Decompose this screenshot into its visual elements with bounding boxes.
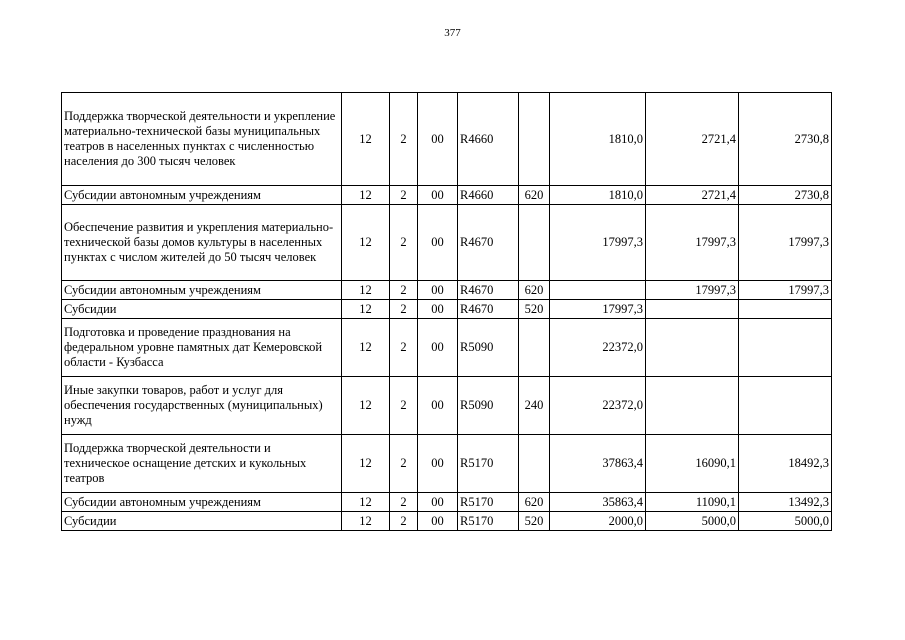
row-value-2: 2721,4 <box>646 186 739 205</box>
row-value-3: 18492,3 <box>739 435 832 493</box>
row-value-1: 1810,0 <box>550 186 646 205</box>
row-subsection: 2 <box>390 493 418 512</box>
row-program: 00 <box>418 377 458 435</box>
row-value-1 <box>550 281 646 300</box>
row-section: 12 <box>342 300 390 319</box>
row-target-code: R4670 <box>458 300 519 319</box>
row-value-2: 2721,4 <box>646 93 739 186</box>
budget-table <box>61 92 832 531</box>
row-target-code: R5090 <box>458 377 519 435</box>
row-name: Обеспечение развития и укрепления материально-технической базы домов культуры в населенных пунктах с числом жителей до 50 тысяч человек <box>62 205 342 281</box>
row-value-3: 17997,3 <box>739 205 832 281</box>
row-subsection: 2 <box>390 435 418 493</box>
row-target-code: R4670 <box>458 281 519 300</box>
row-value-2 <box>646 377 739 435</box>
row-subsection: 2 <box>390 300 418 319</box>
row-expense-type: 620 <box>519 493 550 512</box>
row-value-2: 17997,3 <box>646 205 739 281</box>
row-value-1: 17997,3 <box>550 205 646 281</box>
row-section: 12 <box>342 205 390 281</box>
page-number: 377 <box>444 27 461 39</box>
row-section: 12 <box>342 319 390 377</box>
row-subsection: 2 <box>390 186 418 205</box>
row-program: 00 <box>418 512 458 531</box>
row-target-code: R4670 <box>458 205 519 281</box>
row-value-1: 17997,3 <box>550 300 646 319</box>
row-value-3 <box>739 319 832 377</box>
row-value-1: 22372,0 <box>550 319 646 377</box>
row-name: Субсидии автономным учреждениям <box>62 186 342 205</box>
row-value-2: 11090,1 <box>646 493 739 512</box>
row-name: Иные закупки товаров, работ и услуг для обеспечения государственных (муниципальных) нужд <box>62 377 342 435</box>
table-row <box>62 205 832 281</box>
table-row <box>62 281 832 300</box>
row-subsection: 2 <box>390 205 418 281</box>
row-expense-type: 520 <box>519 300 550 319</box>
row-program: 00 <box>418 205 458 281</box>
row-section: 12 <box>342 186 390 205</box>
row-name: Субсидии автономным учреждениям <box>62 281 342 300</box>
row-expense-type <box>519 319 550 377</box>
row-value-3 <box>739 300 832 319</box>
row-name: Поддержка творческой деятельности и техническое оснащение детских и кукольных театров <box>62 435 342 493</box>
row-value-3 <box>739 377 832 435</box>
row-value-2 <box>646 300 739 319</box>
row-value-1: 22372,0 <box>550 377 646 435</box>
row-name: Подготовка и проведение празднования на федеральном уровне памятных дат Кемеровской области - Кузбасса <box>62 319 342 377</box>
row-expense-type: 620 <box>519 186 550 205</box>
row-program: 00 <box>418 186 458 205</box>
row-target-code: R5170 <box>458 493 519 512</box>
table-row <box>62 300 832 319</box>
row-program: 00 <box>418 493 458 512</box>
row-program: 00 <box>418 300 458 319</box>
row-target-code: R5090 <box>458 319 519 377</box>
table-row <box>62 493 832 512</box>
row-subsection: 2 <box>390 281 418 300</box>
row-program: 00 <box>418 281 458 300</box>
row-target-code: R4660 <box>458 93 519 186</box>
row-subsection: 2 <box>390 512 418 531</box>
row-value-1: 35863,4 <box>550 493 646 512</box>
table-row <box>62 435 832 493</box>
row-value-2 <box>646 319 739 377</box>
row-program: 00 <box>418 435 458 493</box>
row-value-1: 1810,0 <box>550 93 646 186</box>
row-value-3: 13492,3 <box>739 493 832 512</box>
row-expense-type <box>519 435 550 493</box>
row-section: 12 <box>342 281 390 300</box>
row-value-2: 17997,3 <box>646 281 739 300</box>
row-value-2: 16090,1 <box>646 435 739 493</box>
row-subsection: 2 <box>390 319 418 377</box>
row-program: 00 <box>418 93 458 186</box>
row-section: 12 <box>342 493 390 512</box>
row-section: 12 <box>342 377 390 435</box>
row-value-1: 2000,0 <box>550 512 646 531</box>
table-row <box>62 93 832 186</box>
table-row <box>62 186 832 205</box>
row-value-3: 17997,3 <box>739 281 832 300</box>
table-row <box>62 377 832 435</box>
row-name: Субсидии <box>62 300 342 319</box>
row-expense-type: 520 <box>519 512 550 531</box>
row-expense-type <box>519 93 550 186</box>
row-expense-type: 240 <box>519 377 550 435</box>
row-section: 12 <box>342 435 390 493</box>
row-value-3: 5000,0 <box>739 512 832 531</box>
row-section: 12 <box>342 512 390 531</box>
row-target-code: R4660 <box>458 186 519 205</box>
row-target-code: R5170 <box>458 512 519 531</box>
row-name: Поддержка творческой деятельности и укрепление материально-технической базы муниципальных театров в населенных пунктах с численностью населения до 300 тысяч человек <box>62 93 342 186</box>
row-subsection: 2 <box>390 93 418 186</box>
table-row <box>62 319 832 377</box>
row-name: Субсидии <box>62 512 342 531</box>
table-row <box>62 512 832 531</box>
row-target-code: R5170 <box>458 435 519 493</box>
row-subsection: 2 <box>390 377 418 435</box>
row-name: Субсидии автономным учреждениям <box>62 493 342 512</box>
row-expense-type: 620 <box>519 281 550 300</box>
row-value-2: 5000,0 <box>646 512 739 531</box>
row-value-3: 2730,8 <box>739 93 832 186</box>
row-value-3: 2730,8 <box>739 186 832 205</box>
row-program: 00 <box>418 319 458 377</box>
row-expense-type <box>519 205 550 281</box>
row-section: 12 <box>342 93 390 186</box>
row-value-1: 37863,4 <box>550 435 646 493</box>
